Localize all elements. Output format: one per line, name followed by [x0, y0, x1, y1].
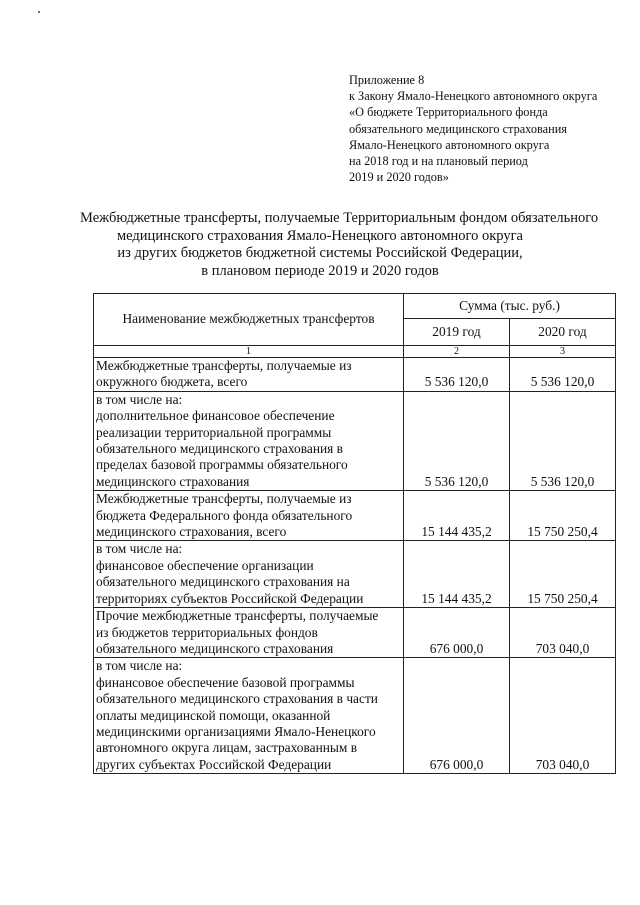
table-row [94, 541, 616, 608]
value-2019: 5 536 120,0 [404, 358, 510, 392]
name-line: Межбюджетные трансферты, получаемые из [96, 491, 352, 507]
header-row [94, 294, 616, 319]
table-row [94, 608, 616, 658]
appendix-line: 2019 и 2020 годов» [349, 170, 449, 185]
value-2019: 15 144 435,2 [404, 541, 510, 608]
appendix-line: Ямало-Ненецкого автономного округа [349, 137, 550, 152]
name-line: оплаты медицинской помощи, оказанной [96, 707, 331, 723]
value-2020: 703 040,0 [510, 658, 616, 774]
header-year-2019: 2019 год [404, 319, 510, 346]
appendix-line: к Закону Ямало-Ненецкого автономного округа [349, 89, 598, 104]
appendix-line: на 2018 год и на плановый период [349, 154, 528, 169]
header-name: Наименование межбюджетных трансфертов [94, 294, 404, 346]
transfer-name [94, 491, 404, 541]
name-line: реализации территориальной программы [96, 424, 332, 440]
value-2020: 15 750 250,4 [510, 491, 616, 541]
value-2019: 676 000,0 [404, 608, 510, 658]
name-line: медицинского страхования [96, 473, 250, 489]
column-number: 1 [94, 346, 404, 358]
column-number: 3 [510, 346, 616, 358]
title-line: в плановом периоде 2019 и 2020 годов [201, 262, 439, 279]
transfer-name [94, 358, 404, 392]
name-line: территориях субъектов Российской Федерации [96, 590, 364, 606]
name-line: автономного округа лицам, застрахованным в [96, 740, 358, 756]
table-row [94, 491, 616, 541]
value-2019: 15 144 435,2 [404, 491, 510, 541]
name-line: других субъектах Российской Федерации [96, 756, 332, 772]
value-2020: 15 750 250,4 [510, 541, 616, 608]
scan-speck [38, 11, 40, 13]
value-2020: 703 040,0 [510, 608, 616, 658]
name-line: обязательного медицинского страхования в [96, 441, 343, 457]
title-line: медицинского страхования Ямало-Ненецкого автономного округа [117, 227, 523, 244]
name-line: пределах базовой программы обязательного [96, 457, 348, 473]
name-line: в том числе на: [96, 391, 183, 407]
appendix-note [349, 72, 619, 185]
transfer-name [94, 541, 404, 608]
name-line: Прочие межбюджетные трансферты, получаемые [96, 608, 379, 624]
name-line: обязательного медицинского страхования в части [96, 691, 378, 707]
column-number: 2 [404, 346, 510, 358]
value-2019: 676 000,0 [404, 658, 510, 774]
header-year-2020: 2020 год [510, 319, 616, 346]
name-line: окружного бюджета, всего [96, 374, 248, 390]
name-line: в том числе на: [96, 658, 183, 674]
appendix-line: Приложение 8 [349, 73, 425, 87]
transfer-name [94, 391, 404, 490]
transfer-name [94, 658, 404, 774]
name-line: Межбюджетные трансферты, получаемые из [96, 358, 352, 373]
value-2019: 5 536 120,0 [404, 391, 510, 490]
table-row [94, 358, 616, 392]
table-row [94, 658, 616, 774]
name-line: из бюджетов территориальных фондов [96, 624, 318, 640]
transfer-name [94, 608, 404, 658]
transfers-table [93, 293, 616, 774]
name-line: финансовое обеспечение базовой программы [96, 674, 355, 690]
name-line: дополнительное финансовое обеспечение [96, 408, 335, 424]
name-line: обязательного медицинского страхования на [96, 574, 350, 590]
name-line: медицинского страхования, всего [96, 524, 287, 540]
value-2020: 5 536 120,0 [510, 358, 616, 392]
table-row [94, 391, 616, 490]
title-line: из других бюджетов бюджетной системы Российской Федерации, [117, 245, 523, 262]
name-line: бюджета Федерального фонда обязательного [96, 507, 353, 523]
name-line: финансовое обеспечение организации [96, 557, 314, 573]
value-2020: 5 536 120,0 [510, 391, 616, 490]
name-line: обязательного медицинского страхования [96, 640, 334, 656]
document-title [80, 210, 599, 280]
header-sum: Сумма (тыс. руб.) [404, 294, 616, 319]
name-line: медицинскими организациями Ямало-Ненецкого [96, 723, 376, 739]
column-number-row [94, 346, 616, 358]
appendix-line: «О бюджете Территориального фонда [349, 105, 548, 120]
title-line: Межбюджетные трансферты, получаемые Территориальным фондом обязательного [80, 210, 599, 226]
appendix-line: обязательного медицинского страхования [349, 121, 567, 136]
name-line: в том числе на: [96, 541, 183, 557]
